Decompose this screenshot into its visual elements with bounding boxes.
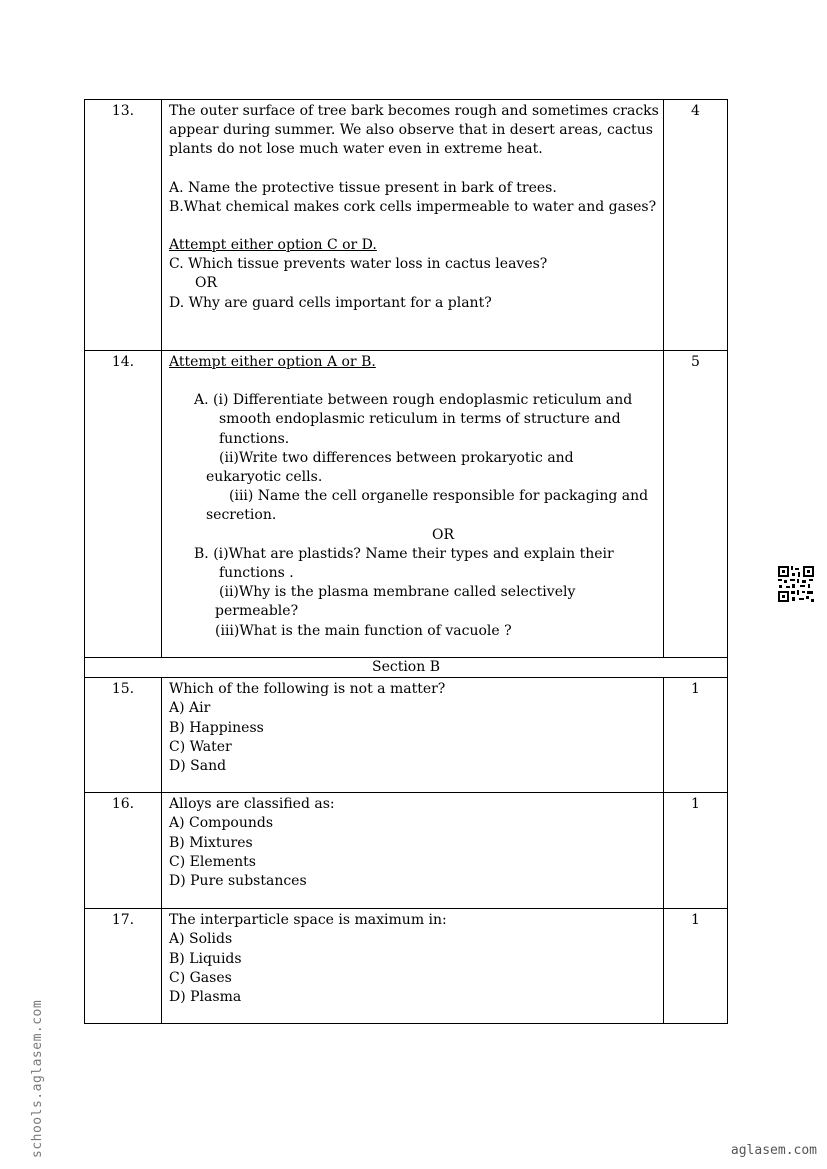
question-number: 17. xyxy=(85,909,162,1024)
choice-instruction: Attempt either option C or D. xyxy=(169,237,377,254)
question-stem: Alloys are classified as: xyxy=(169,796,335,813)
option-a-line: smooth endoplasmic reticulum in terms of structure and xyxy=(219,411,621,428)
sub-question-b: B.What chemical makes cork cells impermeable to water and gases? xyxy=(169,198,657,215)
option-a-line: eukaryotic cells. xyxy=(206,469,323,486)
answer-option: B) Mixtures xyxy=(169,834,253,851)
question-marks: 4 xyxy=(664,100,728,351)
question-row-17 xyxy=(85,909,728,1024)
option-b-line: functions . xyxy=(219,565,294,582)
answer-option: B) Liquids xyxy=(169,950,242,967)
question-line: The outer surface of tree bark becomes rough and sometimes cracks xyxy=(169,103,659,119)
question-number: 15. xyxy=(85,678,162,793)
or-separator: OR xyxy=(431,526,455,543)
answer-option: C) Gases xyxy=(169,969,232,986)
answer-option: C) Water xyxy=(169,738,232,755)
question-stem: The interparticle space is maximum in: xyxy=(169,912,447,929)
answer-option: D) Sand xyxy=(169,758,227,775)
question-number: 16. xyxy=(85,793,162,909)
or-separator: OR xyxy=(195,275,218,292)
sub-question-c: C. Which tissue prevents water loss in cactus leaves? xyxy=(169,256,548,273)
option-a-line: (ii)Write two differences between prokaryotic and xyxy=(219,449,574,466)
option-b-line: (ii)Why is the plasma membrane called selectively xyxy=(219,584,576,601)
option-a-line: (iii) Name the cell organelle responsible for packaging and xyxy=(229,488,649,505)
question-marks: 1 xyxy=(664,678,728,793)
question-row-15 xyxy=(85,678,728,793)
question-marks: 5 xyxy=(664,351,728,658)
answer-option: B) Happiness xyxy=(169,719,264,736)
watermark-right: aglasem.com xyxy=(730,1143,817,1158)
option-a-line: secretion. xyxy=(206,507,277,524)
section-row xyxy=(85,658,728,678)
sub-question-a: A. Name the protective tissue present in bark of trees. xyxy=(169,179,557,196)
answer-option: D) Pure substances xyxy=(169,873,307,890)
question-row-13 xyxy=(85,100,728,351)
question-text xyxy=(162,351,664,658)
watermark-left: schools.aglasem.com xyxy=(30,999,45,1158)
question-line: appear during summer. We also observe that in desert areas, cactus xyxy=(169,122,653,139)
answer-option: C) Elements xyxy=(169,853,256,870)
option-a-line: functions. xyxy=(219,430,290,447)
question-stem: Which of the following is not a matter? xyxy=(169,681,446,698)
question-row-14 xyxy=(85,351,728,658)
question-line: plants do not lose much water even in extreme heat. xyxy=(169,141,543,158)
option-b-line: permeable? xyxy=(215,603,299,620)
section-title: Section B xyxy=(85,658,728,678)
answer-option: A) Air xyxy=(169,700,211,717)
question-text xyxy=(162,909,664,1024)
question-text xyxy=(162,793,664,909)
question-text xyxy=(162,100,664,351)
question-row-16 xyxy=(85,793,728,909)
answer-option: A) Compounds xyxy=(169,815,274,832)
sub-question-d: D. Why are guard cells important for a plant? xyxy=(169,294,492,311)
question-marks: 1 xyxy=(664,793,728,909)
question-text xyxy=(162,678,664,793)
question-table xyxy=(84,99,728,1024)
answer-option: A) Solids xyxy=(169,931,233,948)
option-b-line: B. (i)What are plastids? Name their types and explain their xyxy=(194,545,614,562)
option-b-line: (iii)What is the main function of vacuole ? xyxy=(215,622,512,639)
question-number: 13. xyxy=(85,100,162,351)
answer-option: D) Plasma xyxy=(169,989,242,1006)
question-marks: 1 xyxy=(664,909,728,1024)
choice-instruction: Attempt either option A or B. xyxy=(169,354,376,370)
qr-code-icon[interactable] xyxy=(777,565,815,603)
question-number: 14. xyxy=(85,351,162,658)
option-a-line: A. (i) Differentiate between rough endoplasmic reticulum and xyxy=(194,392,633,409)
